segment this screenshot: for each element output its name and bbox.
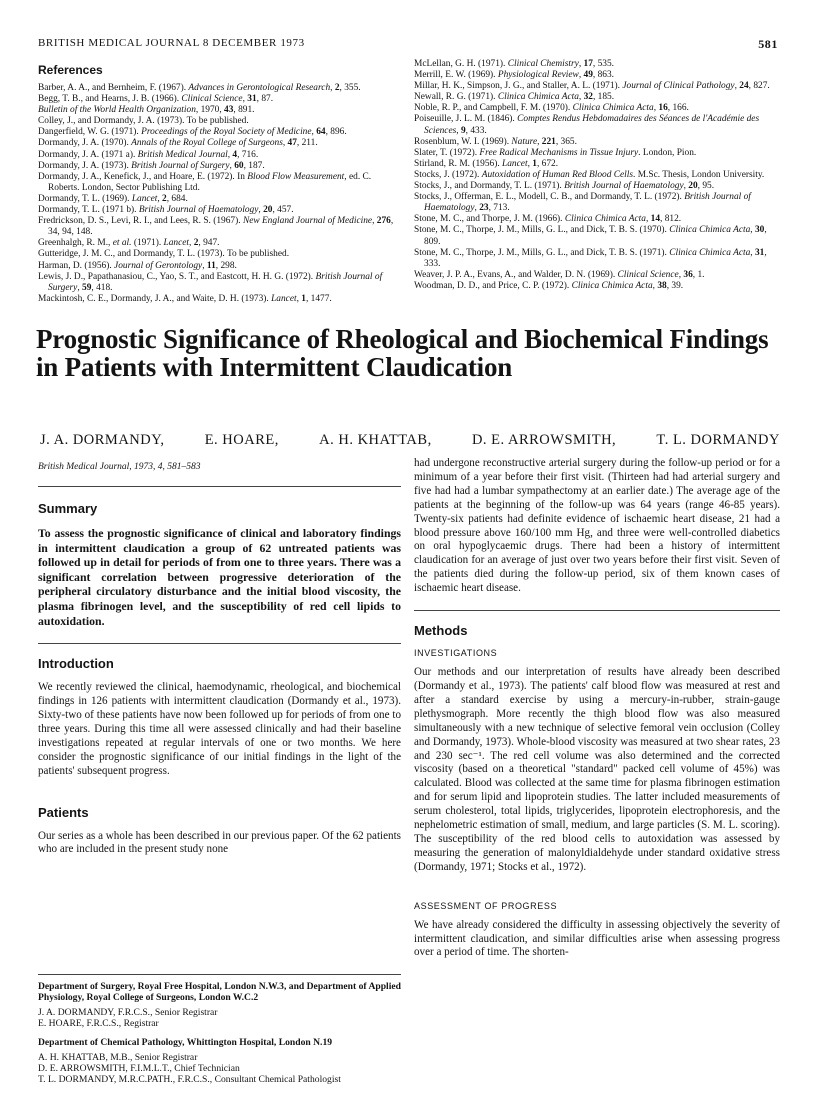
assessment-text: We have already considered the difficulty in assessing objectively the severity of intermittent claudication, and similar difficulties arise when assessing progress over a period of time. The shorten- bbox=[414, 918, 780, 959]
references-list-right bbox=[414, 59, 782, 292]
reference-entry: Dormandy, J. A. (1970). Annals of the Royal College of Surgeons, 47, 211. bbox=[38, 138, 318, 149]
author-list bbox=[40, 432, 780, 449]
affiliation-person: E. HOARE, F.R.C.S., Registrar bbox=[38, 1018, 159, 1029]
reference-entry: Mackintosh, C. E., Dormandy, J. A., and Waite, D. H. (1973). Lancet, 1, 1477. bbox=[38, 293, 332, 304]
investigations-text: Our methods and our interpretation of results have already been described (Dormandy et al., 1973). The patients' calf blood flow was measured at rest and after a standard exercise by using a mercury-in-rubber, strain-gauge plethysmograph. More recently the thigh blood flow was also measured simultaneously with a new technique of selective femoral vein occlusion (Colley and Dormandy, 1973). Whole-blood viscosity was measured at two shear rates, 23 and 230 sec⁻¹. The red cell volume was also determined and the corrected viscosity (based on a theoretical "standard" packed cell volume of 45%) was calculated. Blood was collected at the same time for plasma fibrinogen estimation and for serum lipid and lipoprotein studies. The latter included measurements of serum cholesterol, total lipids, triglycerides, lipoprotein electrophoresis, and the nephelometric estimation of small, medium, and large particles (S. M. L. scoring). The susceptibility of the red blood cells to autoxidation was assessed by measuring the generation of malonyldialdehyde under standard oxidative stress (Dormandy, 1971; Stocks et al., 1972). bbox=[414, 666, 780, 873]
affiliation-department-1: Department of Surgery, Royal Free Hospital, London N.W.3, and Department of Applied Physiology, Royal College of Surgeons, London W.C.2 bbox=[38, 981, 401, 1003]
investigations-heading: INVESTIGATIONS bbox=[414, 648, 498, 659]
reference-entry: Gutteridge, J. M. C., and Dormandy, T. L. (1973). To be published. bbox=[38, 249, 290, 260]
reference-entry: Stone, M. C., Thorpe, J. M., Mills, G. L., and Dick, T. B. S. (1970). Clinica Chimica Acta, 30, 809. bbox=[414, 225, 767, 247]
assessment-heading: ASSESSMENT OF PROGRESS bbox=[414, 900, 558, 911]
reference-entry: Bulletin of the World Health Organization, 1970, 43, 891. bbox=[38, 105, 255, 116]
reference-entry: Dormandy, J. A. (1971 a). British Medical Journal, 4, 716. bbox=[38, 149, 259, 160]
right-column bbox=[414, 457, 780, 960]
reference-entry: Dormandy, J. A. (1973). British Journal of Surgery, 60, 187. bbox=[38, 160, 265, 171]
reference-entry: Noble, R. P., and Campbell, F. M. (1970). Clinica Chimica Acta, 16, 166. bbox=[414, 103, 689, 114]
page-number: 581 bbox=[758, 37, 778, 51]
reference-entry: Dormandy, T. L. (1971 b). British Journal of Haematology, 20, 457. bbox=[38, 205, 294, 216]
affiliation-person: A. H. KHATTAB, M.B., Senior Registrar bbox=[38, 1052, 198, 1063]
patients-text: Our series as a whole has been described in our previous paper. Of the 62 patients who are included in the present study none bbox=[38, 829, 401, 856]
reference-entry: Dormandy, T. L. (1969). Lancet, 2, 684. bbox=[38, 193, 188, 204]
summary-text: To assess the prognostic significance of clinical and laboratory findings in intermittent claudication a group of 62 untreated patients was followed up in detail for periods of from one to three years. There was a significant correlation between progressive deterioration of the peripheral circulatory disturbance and the initial blood viscosity, the plasma fibrinogen level, and the susceptibility of red cell lipids to autoxidation. bbox=[38, 526, 401, 628]
author-name: E. HOARE, bbox=[204, 432, 279, 448]
reference-entry: Rosenblum, W. I. (1969). Nature, 221, 365. bbox=[414, 136, 577, 147]
patients-text-continued: had undergone reconstructive arterial surgery during the follow-up period or for a minimum of a year before their first visit. (Thirteen had had arterial surgery and five had had a lumbar sympathectomy at an earlier date.) The average age of the patients at the beginning of the follow-up was 64 years (range 46-85 years). Twenty-six patients had definite evidence of ischaemic heart disease, 21 had a blood pressure above 160/100 mm Hg, and three were well-controlled diabetics on oral hypoglycaemic drugs. There had been a history of intermittent claudication for an average of just over two years before their first visit. Seven of the patients died during the follow-up period, six of them known cases of ischaemic heart disease. bbox=[414, 457, 780, 595]
divider bbox=[38, 486, 401, 487]
journal-date: BRITISH MEDICAL JOURNAL 8 DECEMBER 1973 bbox=[38, 37, 305, 49]
affiliation-person: T. L. DORMANDY, M.R.C.PATH., F.R.C.S., Consultant Chemical Pathologist bbox=[38, 1074, 341, 1085]
author-name: D. E. ARROWSMITH, bbox=[471, 432, 617, 448]
article-title: Prognostic Significance of Rheological and Biochemical Findings in Patients with Intermittent Claudication bbox=[36, 324, 769, 382]
author-name: A. H. KHATTAB, bbox=[319, 432, 432, 448]
reference-entry: Stone, M. C., Thorpe, J. M., Mills, G. L., and Dick, T. B. S. (1971). Clinica Chimica Acta, 31, 333. bbox=[414, 247, 767, 269]
author-name: J. A. DORMANDY, bbox=[40, 432, 165, 448]
reference-entry: Stirland, R. M. (1956). Lancet, 1, 672. bbox=[414, 158, 559, 169]
reference-entry: Colley, J., and Dormandy, J. A. (1973). To be published. bbox=[38, 116, 249, 127]
author-name: T. L. DORMANDY bbox=[656, 432, 780, 448]
references-list-left bbox=[38, 83, 398, 305]
methods-heading: Methods bbox=[414, 623, 468, 639]
reference-entry: McLellan, G. H. (1971). Clinical Chemistry, 17, 535. bbox=[414, 59, 614, 69]
reference-entry: Stone, M. C., and Thorpe, J. M. (1966). Clinica Chimica Acta, 14, 812. bbox=[414, 214, 682, 225]
reference-entry: Begg, T. B., and Hearns, J. B. (1966). Clinical Science, 31, 87. bbox=[38, 94, 274, 105]
reference-entry: Stocks, J., and Dormandy, T. L. (1971). British Journal of Haematology, 20, 95. bbox=[414, 181, 715, 192]
reference-entry: Stocks, J. (1972). Autoxidation of Human Red Blood Cells. M.Sc. Thesis, London University. bbox=[414, 169, 765, 180]
reference-entry: Fredrickson, D. S., Levi, R. I., and Lees, R. S. (1967). New England Journal of Medicine, 276, 34, 94, 148. bbox=[38, 216, 394, 238]
introduction-heading: Introduction bbox=[38, 656, 114, 672]
reference-entry: Merrill, E. W. (1969). Physiological Review, 49, 863. bbox=[414, 70, 614, 81]
reference-entry: Millar, H. K., Simpson, J. G., and Staller, A. L. (1971). Journal of Clinical Pathology, 24, 827. bbox=[414, 81, 770, 92]
divider bbox=[38, 974, 401, 975]
references-heading: References bbox=[38, 63, 103, 77]
reference-entry: Greenhalgh, R. M., et al. (1971). Lancet, 2, 947. bbox=[38, 238, 220, 249]
reference-entry: Dangerfield, W. G. (1971). Proceedings of the Royal Society of Medicine, 64, 896. bbox=[38, 127, 347, 138]
summary-heading: Summary bbox=[38, 501, 98, 516]
left-column bbox=[38, 486, 401, 857]
reference-entry: Poiseuille, J. L. M. (1846). Comptes Rendus Hebdomadaires des Séances de l'Académie des Sciences, 9, 433. bbox=[414, 114, 760, 136]
reference-entry: Barber, A. A., and Bernheim, F. (1967). Advances in Gerontological Research, 2, 355. bbox=[38, 83, 361, 93]
reference-entry: Newall, R. G. (1971). Clinica Chimica Acta, 32, 185. bbox=[414, 92, 615, 103]
affiliation-department-2: Department of Chemical Pathology, Whittington Hospital, London N.19 bbox=[38, 1037, 333, 1048]
reference-entry: Stocks, J., Offerman, E. L., Modell, C. B., and Dormandy, T. L. (1972). British Journal of Haematology, 23, 713. bbox=[414, 192, 751, 214]
reference-entry: Lewis, J. D., Papathanasiou, C., Yao, S. T., and Eastcott, H. H. G. (1972). British Journal of Surgery, 59, 418. bbox=[38, 271, 383, 293]
reference-entry: Weaver, J. P. A., Evans, A., and Walder, D. N. (1969). Clinical Science, 36, 1. bbox=[414, 269, 705, 280]
divider bbox=[38, 643, 401, 644]
reference-entry: Harman, D. (1956). Journal of Gerontology, 11, 298. bbox=[38, 260, 237, 271]
introduction-text: We recently reviewed the clinical, haemodynamic, rheological, and biochemical findings in 126 patients with intermittent claudication (Dormandy et al., 1973). Sixty-two of these patients have now been followed up for periods of from one to three years. During this time all were assessed clinically and had their baseline investigations repeated at regular intervals of one or two months. We here consider the prognostic significance of our initial findings in the light of the patients' subsequent progress. bbox=[38, 681, 401, 777]
affiliations bbox=[38, 974, 401, 1085]
reference-entry: Woodman, D. D., and Price, C. P. (1972). Clinica Chimica Acta, 38, 39. bbox=[414, 280, 684, 291]
reference-entry: Dormandy, J. A., Kenefick, J., and Hoare, E. (1972). In Blood Flow Measurement, ed. C. Roberts. London, Sector Publishing Ltd. bbox=[38, 171, 372, 193]
reference-entry: Slater, T. (1972). Free Radical Mechanisms in Tissue Injury. London, Pion. bbox=[414, 147, 697, 158]
divider bbox=[414, 610, 780, 611]
running-header bbox=[38, 37, 778, 51]
affiliation-person: D. E. ARROWSMITH, F.I.M.L.T., Chief Technician bbox=[38, 1063, 240, 1074]
affiliation-person: J. A. DORMANDY, F.R.C.S., Senior Registrar bbox=[38, 1007, 218, 1018]
patients-heading: Patients bbox=[38, 804, 89, 820]
citation-line: British Medical Journal, 1973, 4, 581–583 bbox=[38, 462, 201, 472]
